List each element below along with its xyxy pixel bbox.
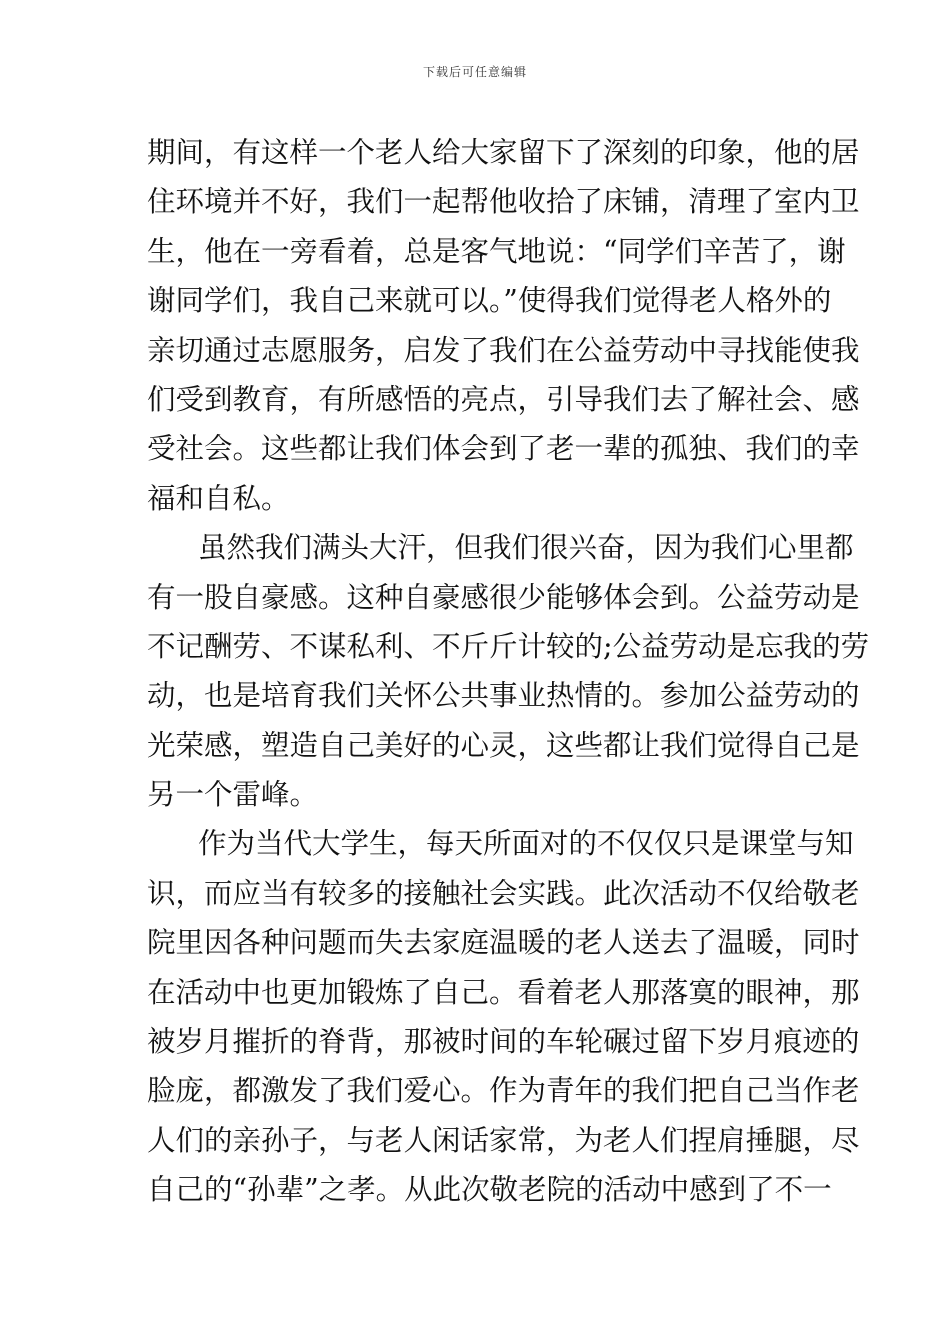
text-line: 被岁月摧折的脊背，那被时间的车轮碾过留下岁月痕迹的: [147, 1025, 860, 1059]
text-line: 住环境并不好，我们一起帮他收拾了床铺，清理了室内卫: [147, 185, 860, 219]
page-header: 下载后可任意编辑: [422, 65, 527, 79]
text-line: 作为当代大学生，每天所面对的不仅仅只是课堂与知: [198, 827, 854, 861]
text-line: 不记酬劳、不谋私利、不斤斤计较的;公益劳动是忘我的劳: [147, 629, 870, 663]
text-line: 们受到教育，有所感悟的亮点，引导我们去了解社会、感: [147, 382, 860, 416]
text-line: 识，而应当有较多的接触社会实践。此次活动不仅给敬老: [147, 876, 860, 910]
text-line: 生，他在一旁看着，总是客气地说：“同学们辛苦了，谢: [147, 234, 846, 268]
text-line: 福和自私。: [147, 481, 290, 515]
text-line: 虽然我们满头大汗，但我们很兴奋，因为我们心里都: [198, 531, 854, 565]
text-line: 受社会。这些都让我们体会到了老一辈的孤独、我们的幸: [147, 432, 860, 466]
text-line: 有一股自豪感。这种自豪感很少能够体会到。公益劳动是: [147, 580, 860, 614]
text-line: 另一个雷峰。: [147, 778, 319, 812]
text-line: 院里因各种问题而失去家庭温暖的老人送去了温暖，同时: [147, 926, 860, 960]
text-line: 自己的“孙辈”之孝。从此次敬老院的活动中感到了不一: [147, 1173, 832, 1207]
text-line: 亲切通过志愿服务，启发了我们在公益劳动中寻找能使我: [147, 333, 860, 367]
text-line: 脸庞，都激发了我们爱心。作为青年的我们把自己当作老: [147, 1074, 860, 1108]
text-line: 在活动中也更加锻炼了自己。看着老人那落寞的眼神，那: [147, 975, 860, 1009]
text-line: 人们的亲孙子，与老人闲话家常，为老人们捏肩捶腿，尽: [147, 1123, 860, 1157]
text-line: 动，也是培育我们关怀公共事业热情的。参加公益劳动的: [147, 679, 860, 713]
text-line: 谢同学们，我自己来就可以。”使得我们觉得老人格外的: [147, 284, 832, 318]
text-line: 光荣感，塑造自己美好的心灵，这些都让我们觉得自己是: [147, 728, 860, 762]
text-line: 期间，有这样一个老人给大家留下了深刻的印象，他的居: [147, 136, 860, 169]
body-text: [147, 128, 870, 1215]
